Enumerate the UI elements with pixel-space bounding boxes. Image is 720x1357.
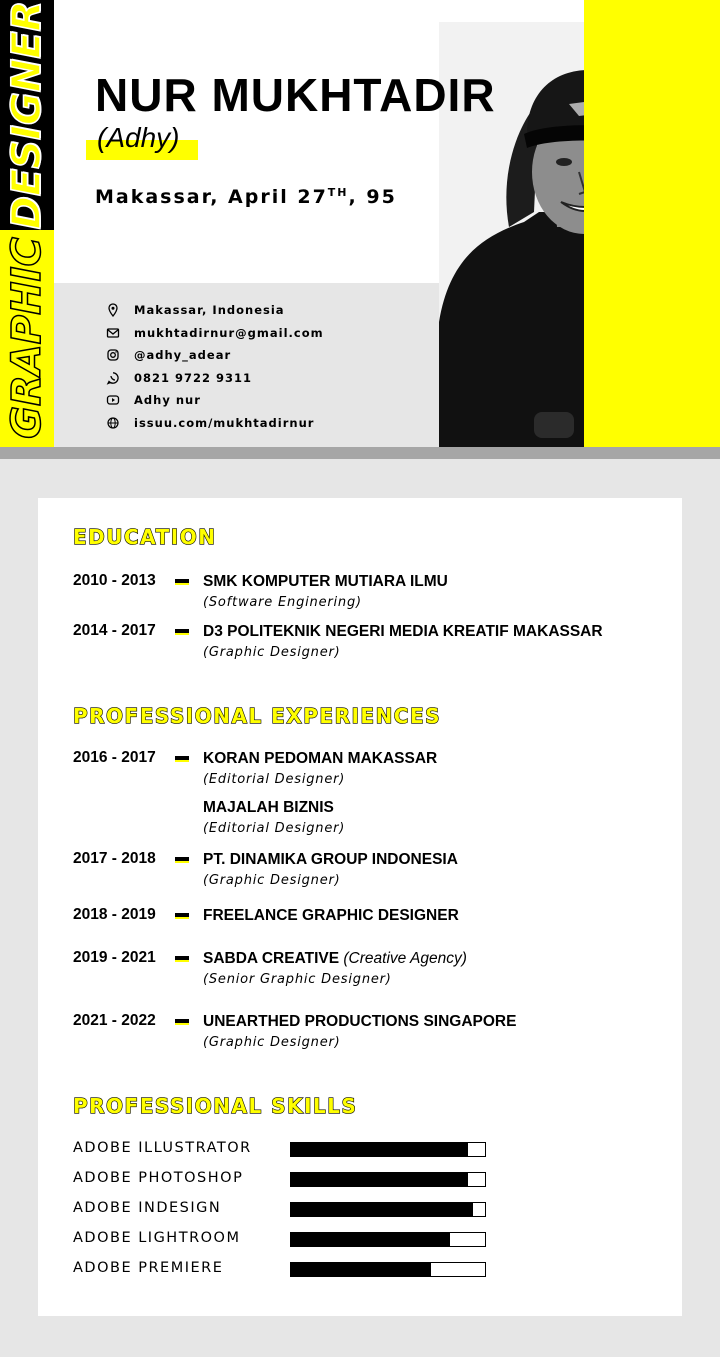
contact-list bbox=[106, 299, 324, 434]
contact-youtube-text[interactable]: Adhy nur bbox=[134, 393, 201, 408]
entry-body bbox=[203, 572, 448, 614]
entry-org: FREELANCE GRAPHIC DESIGNER bbox=[203, 907, 459, 924]
skill-row bbox=[73, 1140, 493, 1160]
entry-role: (Software Enginering) bbox=[203, 595, 362, 610]
entry-dash bbox=[175, 956, 189, 962]
side-label-graphic: GRAPHIC bbox=[4, 237, 50, 439]
contact-website[interactable] bbox=[106, 412, 324, 435]
entry-org-name: SABDA CREATIVE bbox=[203, 950, 340, 967]
youtube-icon bbox=[106, 393, 120, 407]
whatsapp-icon bbox=[106, 371, 120, 385]
contact-email-text[interactable]: mukhtadirnur@gmail.com bbox=[134, 325, 324, 340]
entry-role: (Graphic Designer) bbox=[203, 645, 341, 660]
birth-prefix: Makassar, April 27 bbox=[95, 186, 328, 208]
entry-years: 2021 - 2022 bbox=[73, 1012, 156, 1029]
entry-org: SMK KOMPUTER MUTIARA ILMU bbox=[203, 573, 448, 590]
entry-role: (Graphic Designer) bbox=[203, 1035, 341, 1050]
contact-email[interactable] bbox=[106, 322, 324, 345]
contact-youtube[interactable] bbox=[106, 389, 324, 412]
entry-dash bbox=[175, 913, 189, 919]
entry-body bbox=[203, 749, 437, 791]
experience-title: PROFESSIONAL EXPERIENCES bbox=[73, 704, 442, 728]
contact-whatsapp-text[interactable]: 0821 9722 9311 bbox=[134, 370, 253, 385]
entry-years: 2017 - 2018 bbox=[73, 850, 156, 867]
skill-bar-track bbox=[290, 1232, 486, 1247]
entry-dash bbox=[175, 579, 189, 585]
skill-bar-fill bbox=[291, 1173, 468, 1186]
entry-body bbox=[203, 1012, 516, 1054]
contact-location-text: Makassar, Indonesia bbox=[134, 303, 285, 318]
birth-suffix: TH bbox=[327, 186, 349, 199]
entry-body bbox=[203, 622, 603, 664]
contact-instagram-text[interactable]: @adhy_adear bbox=[134, 348, 232, 363]
entry-years: 2016 - 2017 bbox=[73, 749, 156, 766]
entry-role: (Editorial Designer) bbox=[203, 821, 346, 836]
entry-dash bbox=[175, 1019, 189, 1025]
entry-role: (Editorial Designer) bbox=[203, 772, 346, 787]
entry-years: 2018 - 2019 bbox=[73, 906, 156, 923]
skill-row bbox=[73, 1230, 493, 1250]
resume-card bbox=[38, 498, 682, 1316]
entry-body bbox=[203, 906, 459, 926]
skill-bar-track bbox=[290, 1172, 486, 1187]
contact-whatsapp[interactable] bbox=[106, 367, 324, 390]
skill-bar-fill bbox=[291, 1233, 450, 1246]
skill-bar-track bbox=[290, 1262, 486, 1277]
entry-role: (Graphic Designer) bbox=[203, 873, 341, 888]
entry-dash bbox=[175, 857, 189, 863]
entry-org: MAJALAH BIZNIS bbox=[203, 799, 334, 816]
entry-role: (Senior Graphic Designer) bbox=[203, 972, 392, 987]
email-icon bbox=[106, 326, 120, 340]
contact-location bbox=[106, 299, 324, 322]
entry-org: PT. DINAMIKA GROUP INDONESIA bbox=[203, 851, 458, 868]
photo-yellow-block bbox=[584, 0, 720, 447]
birth-info bbox=[95, 186, 397, 208]
birth-year: , 95 bbox=[348, 186, 397, 208]
entry-org bbox=[203, 949, 467, 969]
location-pin-icon bbox=[106, 303, 120, 317]
skill-bar-track bbox=[290, 1202, 486, 1217]
skill-row bbox=[73, 1260, 493, 1280]
person-name: NUR MUKHTADIR bbox=[95, 69, 496, 121]
education-title: EDUCATION bbox=[73, 525, 217, 549]
entry-body bbox=[203, 850, 458, 892]
entry-org: KORAN PEDOMAN MAKASSAR bbox=[203, 750, 438, 767]
entry-org-note: (Creative Agency) bbox=[343, 950, 467, 967]
skills-title: PROFESSIONAL SKILLS bbox=[73, 1094, 358, 1118]
entry-years: 2014 - 2017 bbox=[73, 622, 156, 639]
skill-label: ADOBE ILLUSTRATOR bbox=[73, 1140, 252, 1156]
side-label-designer: DESIGNER bbox=[4, 0, 50, 230]
header bbox=[0, 0, 720, 447]
entry-dash bbox=[175, 756, 189, 762]
instagram-icon bbox=[106, 348, 120, 362]
skill-label: ADOBE INDESIGN bbox=[73, 1200, 222, 1216]
skill-label: ADOBE LIGHTROOM bbox=[73, 1230, 241, 1246]
globe-icon bbox=[106, 416, 120, 430]
skill-label: ADOBE PHOTOSHOP bbox=[73, 1170, 244, 1186]
nickname: (Adhy) bbox=[97, 122, 180, 153]
entry-org: UNEARTHED PRODUCTIONS SINGAPORE bbox=[203, 1013, 517, 1030]
skill-row bbox=[73, 1170, 493, 1190]
entry-body bbox=[203, 798, 345, 840]
contact-website-text[interactable]: issuu.com/mukhtadirnur bbox=[134, 415, 315, 430]
entry-years: 2010 - 2013 bbox=[73, 572, 156, 589]
skill-bar-fill bbox=[291, 1143, 468, 1156]
skill-bar-fill bbox=[291, 1263, 431, 1276]
skill-bar-track bbox=[290, 1142, 486, 1157]
header-divider bbox=[0, 447, 720, 459]
entry-body bbox=[203, 949, 467, 991]
side-strip bbox=[0, 0, 54, 447]
skill-row bbox=[73, 1200, 493, 1220]
contact-instagram[interactable] bbox=[106, 344, 324, 367]
skill-bar-fill bbox=[291, 1203, 473, 1216]
entry-org: D3 POLITEKNIK NEGERI MEDIA KREATIF MAKASSAR bbox=[203, 623, 603, 640]
entry-years: 2019 - 2021 bbox=[73, 949, 156, 966]
entry-dash bbox=[175, 629, 189, 635]
skill-label: ADOBE PREMIERE bbox=[73, 1260, 224, 1276]
